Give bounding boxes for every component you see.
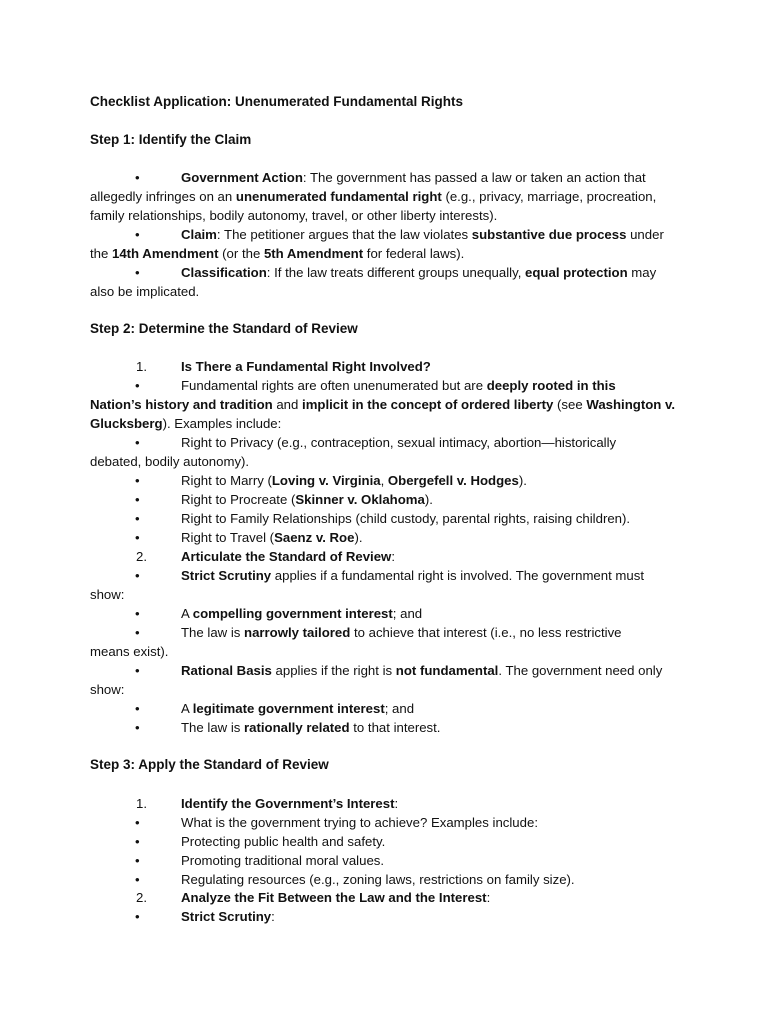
list-item: The law is rationally related to that interest. — [181, 720, 441, 735]
bullet-marker: • — [135, 701, 140, 716]
numbered-item: Identify the Government’s Interest: — [181, 796, 399, 811]
list-item: Right to Travel (Saenz v. Roe). — [181, 530, 363, 545]
step1-heading: Step 1: Identify the Claim — [90, 132, 252, 147]
bullet-marker: • — [135, 492, 140, 507]
numbered-item: Articulate the Standard of Review: — [181, 549, 395, 564]
list-item-continuation: Nation’s history and tradition and implicit in the concept of ordered liberty (see Washington v. — [90, 397, 676, 412]
list-number: 1. — [136, 359, 147, 374]
bullet-marker: • — [135, 227, 140, 242]
bullet-marker: • — [135, 663, 140, 678]
list-item-continuation: means exist). — [90, 644, 169, 659]
list-item: Rational Basis applies if the right is not fundamental. The government need only — [181, 663, 663, 678]
bullet-marker: • — [135, 815, 140, 830]
numbered-item: Analyze the Fit Between the Law and the Interest: — [181, 890, 491, 905]
list-item: The law is narrowly tailored to achieve that interest (i.e., no less restrictive — [181, 625, 622, 640]
list-item: Right to Family Relationships (child custody, parental rights, raising children). — [181, 511, 631, 526]
list-item: Classification: If the law treats different groups unequally, equal protection may — [181, 265, 657, 280]
list-item: Protecting public health and safety. — [181, 834, 386, 849]
list-item-continuation: show: — [90, 682, 125, 697]
bullet-marker: • — [135, 853, 140, 868]
list-item: Right to Marry (Loving v. Virginia, Obergefell v. Hodges). — [181, 473, 527, 488]
list-number: 2. — [136, 890, 147, 905]
list-number: 1. — [136, 796, 147, 811]
list-item-continuation: Glucksberg). Examples include: — [90, 416, 282, 431]
list-item: Fundamental rights are often unenumerated but are deeply rooted in this — [181, 378, 616, 393]
bullet-marker: • — [135, 473, 140, 488]
bullet-marker: • — [135, 834, 140, 849]
bullet-marker: • — [135, 378, 140, 393]
list-item: Strict Scrutiny: — [181, 909, 275, 924]
list-item: Strict Scrutiny applies if a fundamental right is involved. The government must — [181, 568, 645, 583]
bullet-marker: • — [135, 568, 140, 583]
list-item-continuation: the 14th Amendment (or the 5th Amendment for federal laws). — [90, 246, 465, 261]
list-item: Government Action: The government has passed a law or taken an action that — [181, 170, 646, 185]
bullet-marker: • — [135, 530, 140, 545]
list-item-continuation: show: — [90, 587, 125, 602]
bullet-marker: • — [135, 606, 140, 621]
list-item-continuation: debated, bodily autonomy). — [90, 454, 250, 469]
list-item: Regulating resources (e.g., zoning laws, restrictions on family size). — [181, 872, 575, 887]
list-item: A compelling government interest; and — [181, 606, 423, 621]
list-item: Claim: The petitioner argues that the law violates substantive due process under — [181, 227, 664, 242]
bullet-marker: • — [135, 625, 140, 640]
bullet-marker: • — [135, 511, 140, 526]
bullet-marker: • — [135, 435, 140, 450]
list-item-continuation: allegedly infringes on an unenumerated fundamental right (e.g., privacy, marriage, procreation, — [90, 189, 657, 204]
bullet-marker: • — [135, 872, 140, 887]
document-title: Checklist Application: Unenumerated Fundamental Rights — [90, 94, 464, 109]
list-item-continuation: also be implicated. — [90, 284, 200, 299]
list-item: Right to Privacy (e.g., contraception, sexual intimacy, abortion—historically — [181, 435, 617, 450]
step3-heading: Step 3: Apply the Standard of Review — [90, 757, 329, 772]
bullet-marker: • — [135, 909, 140, 924]
list-item: What is the government trying to achieve? Examples include: — [181, 815, 538, 830]
numbered-item: Is There a Fundamental Right Involved? — [181, 359, 431, 374]
list-number: 2. — [136, 549, 147, 564]
bullet-marker: • — [135, 170, 140, 185]
list-item: Right to Procreate (Skinner v. Oklahoma). — [181, 492, 433, 507]
list-item: Promoting traditional moral values. — [181, 853, 385, 868]
list-item: A legitimate government interest; and — [181, 701, 415, 716]
bullet-marker: • — [135, 720, 140, 735]
bullet-marker: • — [135, 265, 140, 280]
list-item-continuation: family relationships, bodily autonomy, travel, or other liberty interests). — [90, 208, 498, 223]
step2-heading: Step 2: Determine the Standard of Review — [90, 321, 358, 336]
